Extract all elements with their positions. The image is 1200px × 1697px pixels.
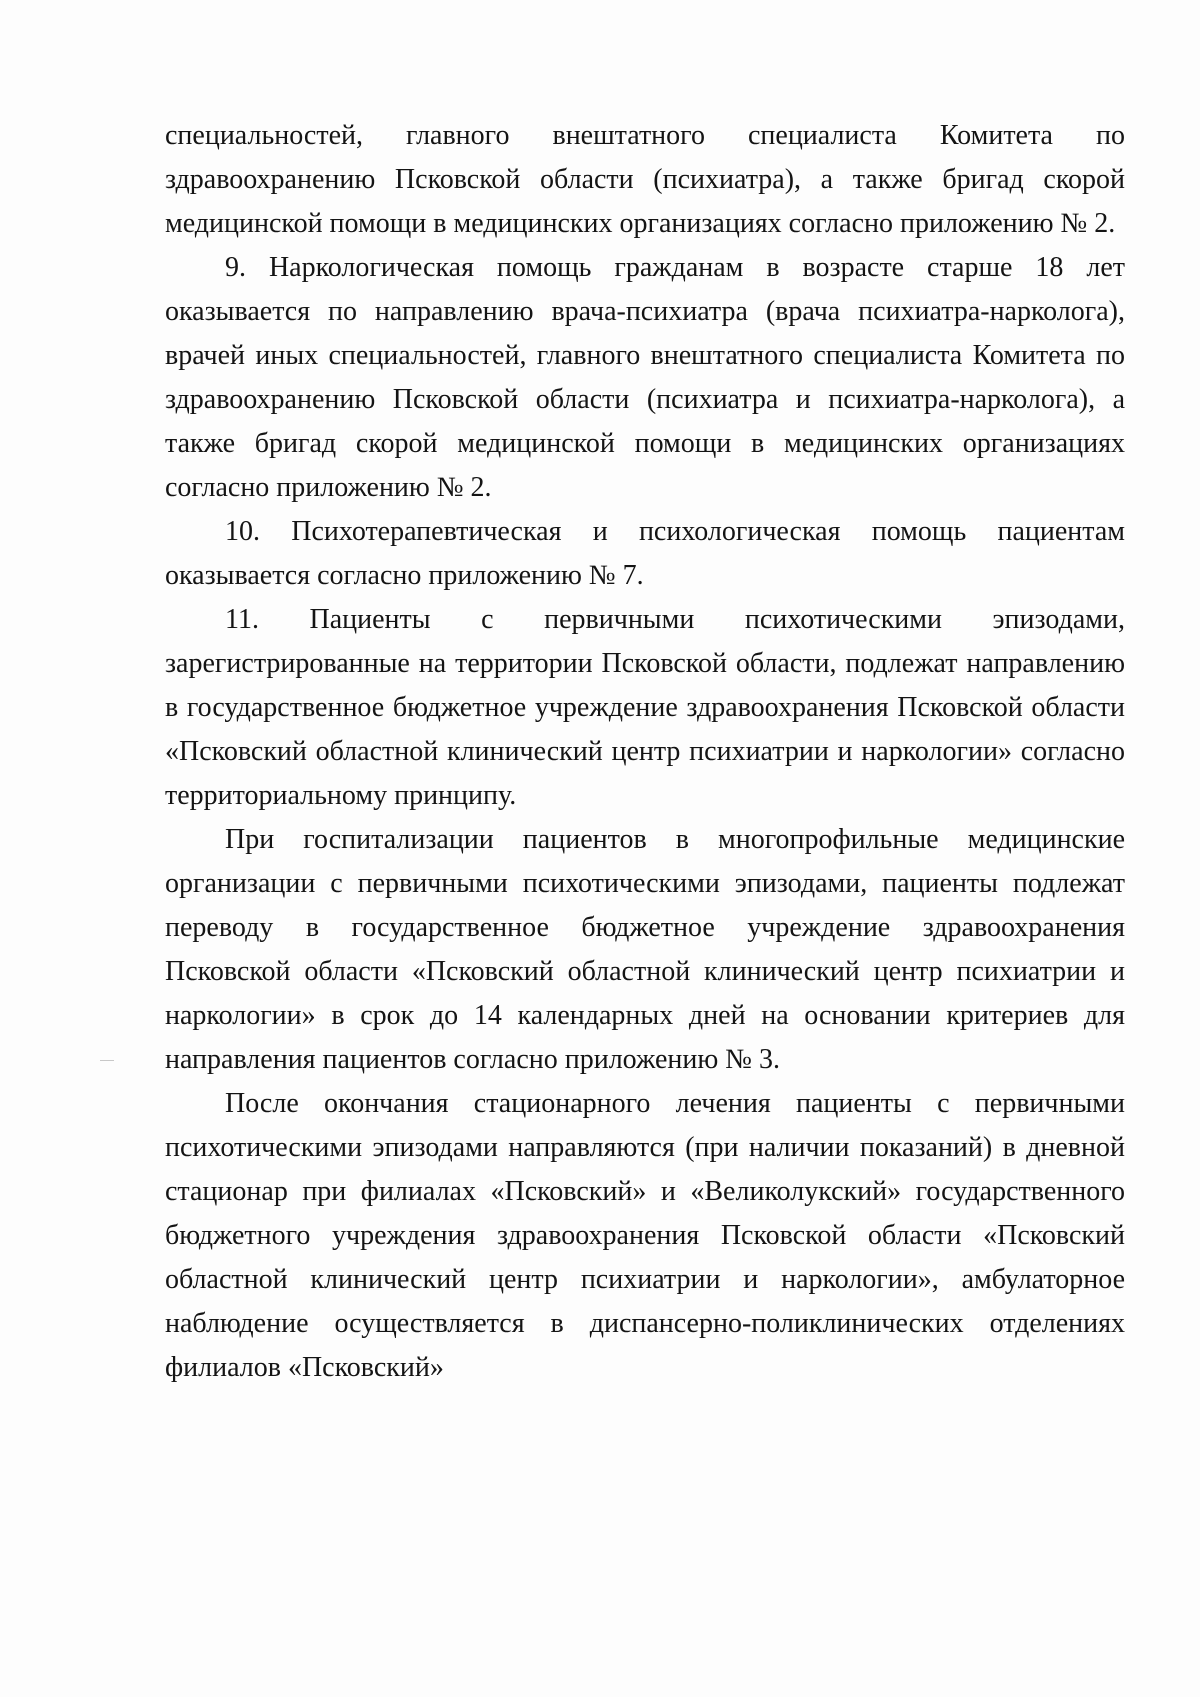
margin-mark [100, 1060, 114, 1061]
paragraph-after-treatment: После окончания стационарного лечения пациенты с первичными психотическими эпизодами направляются (при наличии показаний) в дневной стационар при филиалах «Псковский» и «Великолукский» государственного бюджетного учреждения здравоохранения Псковской области «Псковский областной клинический центр психиатрии и наркологии», амбулаторное наблюдение осуществляется в диспансерно-поликлинических отделениях филиалов «Псковский» [165, 1088, 1125, 1383]
paragraph-continuation: специальностей, главного внештатного специалиста Комитета по здравоохранению Псковской области (психиатра), а также бригад скорой медицинской помощи в медицинских организациях согласно приложению № 2. [165, 120, 1125, 239]
paragraph-item-10: 10. Психотерапевтическая и психологическая помощь пациентам оказывается согласно приложению № 7. [165, 516, 1125, 591]
paragraph-item-9: 9. Наркологическая помощь гражданам в возрасте старше 18 лет оказывается по направлению врача-психиатра (врача психиатра-нарколога), врачей иных специальностей, главного внештатного специалиста Комитета по здравоохранению Псковской области (психиатра и психиатра-нарколога), а также бригад скорой медицинской помощи в медицинских организациях согласно приложению № 2. [165, 252, 1125, 503]
paragraph-item-11: 11. Пациенты с первичными психотическими эпизодами, зарегистрированные на территории Псковской области, подлежат направлению в государственное бюджетное учреждение здравоохранения Псковской области «Псковский областной клинический центр психиатрии и наркологии» согласно территориальному принципу. [165, 604, 1125, 811]
paragraph-hospitalization: При госпитализации пациентов в многопрофильные медицинские организации с первичными психотическими эпизодами, пациенты подлежат переводу в государственное бюджетное учреждение здравоохранения Псковской области «Псковский областной клинический центр психиатрии и наркологии» в срок до 14 календарных дней на основании критериев для направления пациентов согласно приложению № 3. [165, 824, 1125, 1075]
document-body [165, 114, 1125, 1390]
